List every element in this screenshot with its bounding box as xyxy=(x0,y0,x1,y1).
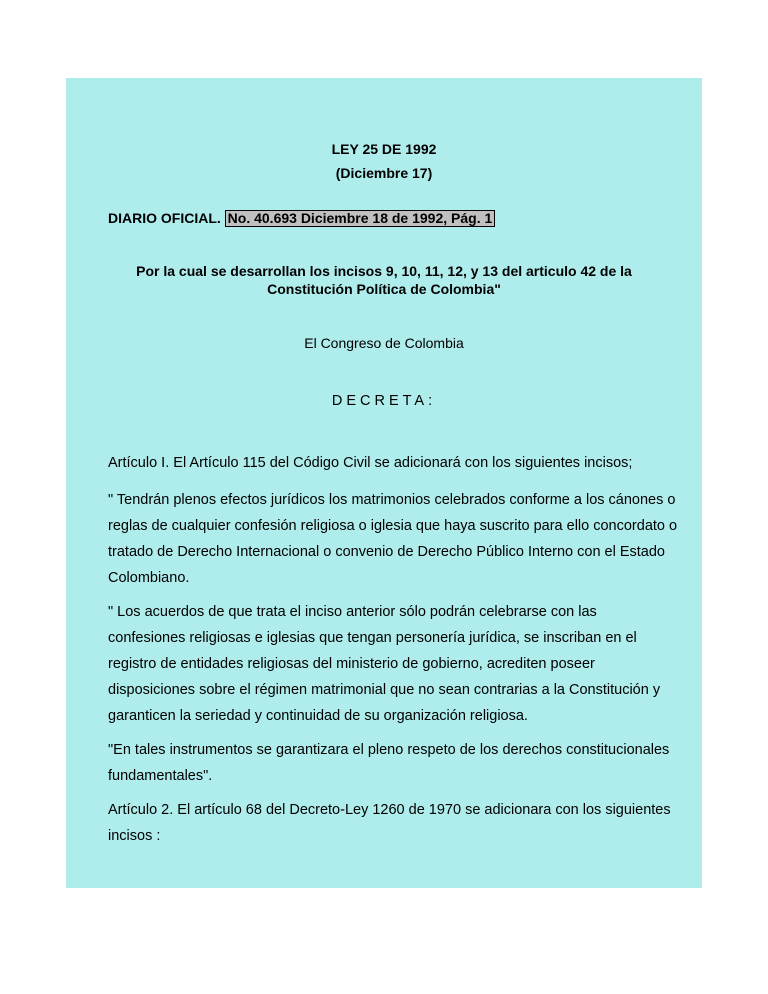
document-panel xyxy=(66,78,702,888)
diario-oficial-line xyxy=(108,209,495,227)
law-body xyxy=(108,450,678,857)
decreta-heading: DECRETA: xyxy=(331,393,437,409)
diario-oficial-label: DIARIO OFICIAL. xyxy=(108,210,221,226)
diario-oficial-reference: No. 40.693 Diciembre 18 de 1992, Pág. 1 xyxy=(225,210,496,227)
issuer: El Congreso de Colombia xyxy=(304,335,464,351)
paragraph: "En tales instrumentos se garantizara el pleno respeto de los derechos constitucionales fundamentales". xyxy=(108,742,670,784)
paragraph: " Tendrán plenos efectos jurídicos los matrimonios celebrados conforme a los cánones o reglas de cualquier confesión religiosa o iglesia que haya suscrito para ello concordato o tratado de Derecho Internacional o convenio de Derecho Público Interno con el Estado Colombiano. xyxy=(108,492,678,586)
law-date: (Diciembre 17) xyxy=(335,165,433,181)
law-title: LEY 25 DE 1992 xyxy=(331,141,437,157)
law-subtitle: Por la cual se desarrollan los incisos 9, 10, 11, 12, y 13 del articulo 42 de la Constitución Política de Colombia" xyxy=(136,263,632,297)
paragraph-article-1: Artículo I. El Artículo 115 del Código Civil se adicionará con los siguientes incisos; xyxy=(108,455,633,471)
paragraph-article-2: Artículo 2. El artículo 68 del Decreto-Ley 1260 de 1970 se adicionara con los siguientes incisos : xyxy=(108,802,671,844)
paragraph: " Los acuerdos de que trata el inciso anterior sólo podrán celebrarse con las confesiones religiosas e iglesias que tengan personería jurídica, se inscriban en el registro de entidades religiosas del ministerio de gobierno, acrediten poseer disposiciones sobre el régimen matrimonial que no sean contrarias a la Constitución y garanticen la seriedad y continuidad de su organización religiosa. xyxy=(108,604,661,724)
